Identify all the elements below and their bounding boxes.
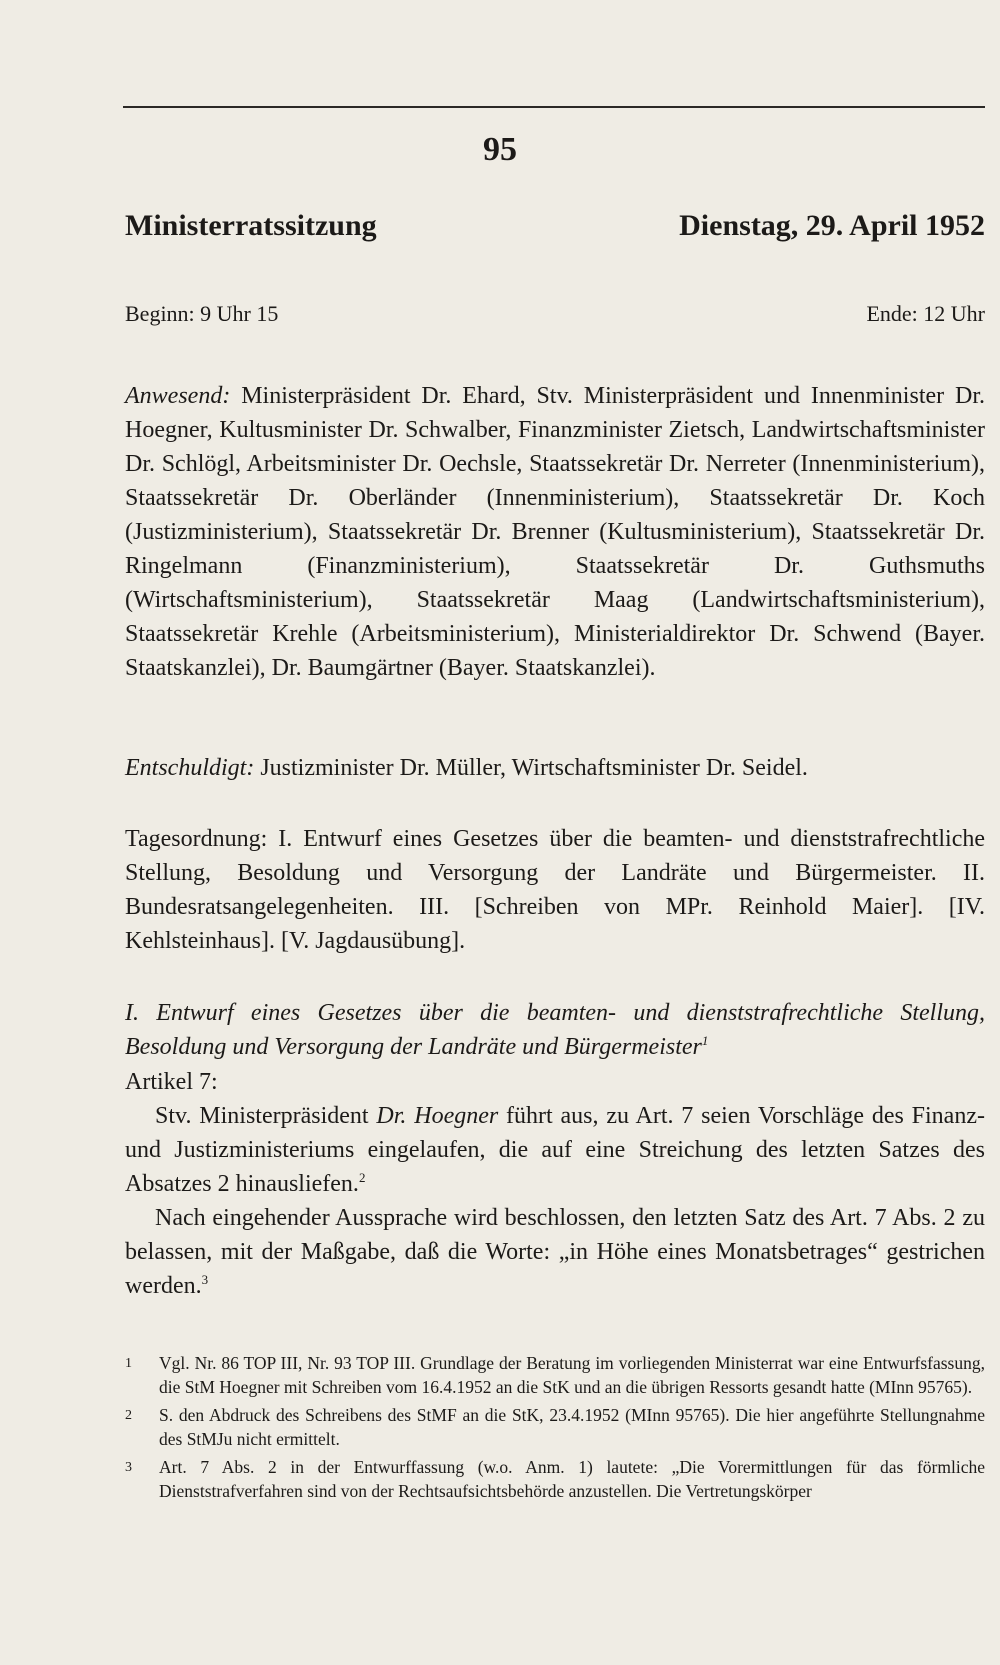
start-time: Beginn: 9 Uhr 15 <box>125 301 279 326</box>
excused-paragraph <box>125 751 985 785</box>
main-text <box>125 1065 985 1303</box>
para1-end: führt aus, zu Art. 7 seien Vorschläge des Finanz- und Justizministeriums eingelaufen, die auf eine Streichung des letzten Satzes des Absatzes 2 hinausliefen. <box>125 1103 985 1197</box>
footnote-number: 2 <box>125 1408 132 1423</box>
excused-label: Entschuldigt: <box>125 755 255 781</box>
end-time: Ende: 12 Uhr <box>866 301 985 326</box>
document-number: 95 <box>483 131 517 168</box>
footnote-ref-2[interactable]: 2 <box>358 1170 366 1185</box>
footnotes <box>125 1351 985 1507</box>
paragraph-hoegner <box>125 1099 985 1201</box>
paragraph-decision <box>125 1201 985 1303</box>
time-row <box>125 301 985 327</box>
footnote-1 <box>125 1351 985 1399</box>
footnote-number: 1 <box>125 1356 132 1371</box>
footnote-ref-1[interactable]: 1 <box>701 1033 709 1048</box>
session-title: Ministerratssitzung <box>125 209 377 242</box>
session-date: Dienstag, 29. April 1952 <box>679 209 985 242</box>
attendees-label: Anwesend: <box>125 383 231 409</box>
footnote-number: 3 <box>125 1460 132 1475</box>
footnote-text: S. den Abdruck des Schreibens des StMF an die StK, 23.4.1952 (MInn 95765). Die hier angeführte Stellungnahme des StMJu nicht ermittelt. <box>159 1405 985 1449</box>
footnote-text: Art. 7 Abs. 2 in der Entwurffassung (w.o. Anm. 1) lautete: „Die Vorermittlungen für das förmliche Dienststrafverfahren sind von der Rechtsaufsichtsbehörde anzustellen. Die Vertretungskörper <box>159 1457 985 1501</box>
title-row <box>125 209 985 243</box>
section-heading-text: I. Entwurf eines Gesetzes über die beamten- und dienststrafrechtliche Stellung, Besoldung und Versorgung der Landräte und Bürgermeister <box>125 1000 985 1060</box>
attendees-paragraph <box>125 379 985 685</box>
article-label: Artikel 7: <box>125 1069 218 1095</box>
para1-start: Stv. Ministerpräsident <box>155 1103 377 1129</box>
agenda-text: Tagesordnung: I. Entwurf eines Gesetzes über die beamten- und dienststrafrechtliche Stellung, Besoldung und Versorgung der Landräte und Bürgermeister. II. Bundesratsangelegenheiten. III. [Schreiben von MPr. Reinhold Maier]. [IV. Kehlsteinhaus]. [V. Jagdausübung]. <box>125 826 985 954</box>
footnote-2 <box>125 1403 985 1451</box>
footnote-ref-3[interactable]: 3 <box>201 1272 209 1287</box>
excused-text: Justizminister Dr. Müller, Wirtschaftsminister Dr. Seidel. <box>260 755 808 781</box>
para2-text: Nach eingehender Aussprache wird beschlossen, den letzten Satz des Art. 7 Abs. 2 zu belassen, mit der Maßgabe, daß die Worte: „in Höhe eines Monatsbetrages“ gestrichen werden. <box>125 1205 985 1299</box>
speaker-name: Dr. Hoegner <box>376 1103 499 1129</box>
header-rule <box>123 106 985 108</box>
attendees-text: Ministerpräsident Dr. Ehard, Stv. Ministerpräsident und Innenminister Dr. Hoegner, Kultusminister Dr. Schwalber, Finanzminister Zietsch, Landwirtschaftsminister Dr. Schlögl, Arbeitsminister Dr. Oechsle, Staatssekretär Dr. Nerreter (Innenministerium), Staatssekretär Dr. Oberländer (Innenministerium), Staatssekretär Dr. Koch (Justizministerium), Staatssekretär Dr. Brenner (Kultusministerium), Staatssekretär Dr. Ringelmann (Finanzministerium), Staatssekretär Dr. Guthsmuths (Wirtschaftsministerium), Staatssekretär Maag (Landwirtschaftsministerium), Staatssekretär Krehle (Arbeitsministerium), Ministerialdirektor Dr. Schwend (Bayer. Staatskanzlei), Dr. Baumgärtner (Bayer. Staatskanzlei). <box>125 383 986 681</box>
section-heading <box>125 996 985 1064</box>
agenda-paragraph <box>125 822 985 958</box>
footnote-text: Vgl. Nr. 86 TOP III, Nr. 93 TOP III. Grundlage der Beratung im vorliegenden Ministerrat war eine Entwurfsfassung, die StM Hoegner mit Schreiben vom 16.4.1952 an die StK und an die übrigen Ressorts gesandt hatte (MInn 95765). <box>159 1353 985 1397</box>
footnote-3 <box>125 1455 985 1503</box>
